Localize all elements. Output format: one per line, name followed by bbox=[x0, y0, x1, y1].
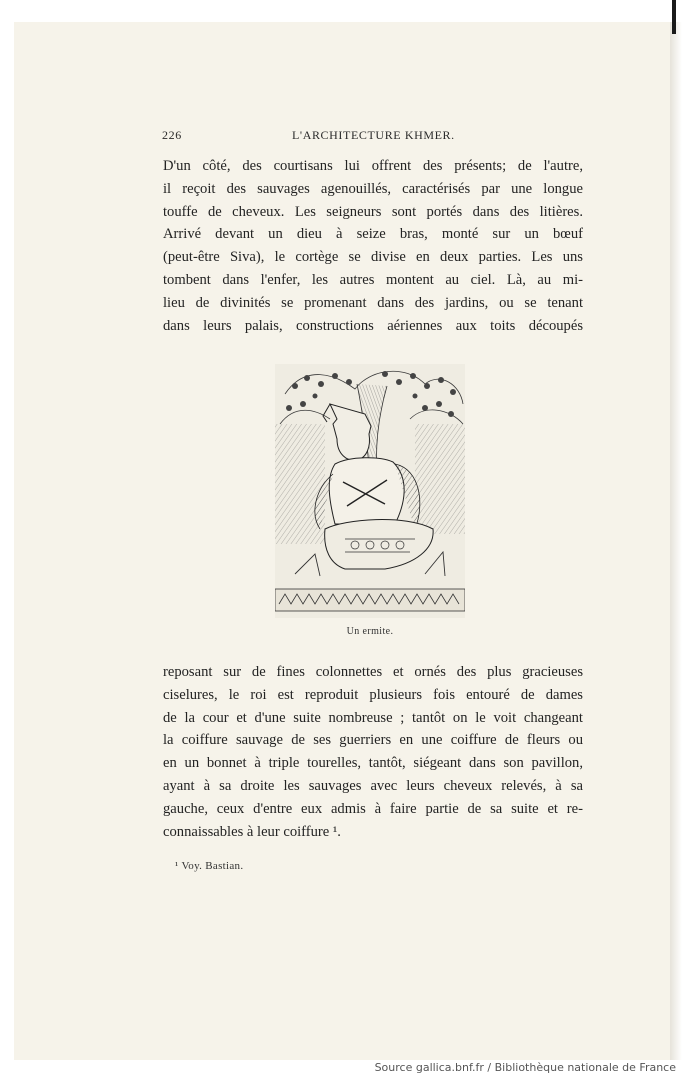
text-line: reposant sur de fines colonnettes et ornés des plus gracieuses bbox=[163, 664, 583, 680]
page-edge bbox=[670, 22, 682, 1060]
text-line: ciselures, le roi est reproduit plusieurs fois entouré de dames bbox=[163, 686, 583, 703]
text-line: ayant à sa droite les sauvages avec leurs cheveux relevés, à sa bbox=[163, 777, 583, 794]
page-header bbox=[162, 128, 574, 146]
text-line: tombent dans l'enfer, les autres montent au ciel. Là, au mi- bbox=[163, 271, 583, 288]
text-line: touffe de cheveux. Les seigneurs sont portés dans des litières. bbox=[163, 203, 583, 220]
text-line: en un bonnet à triple tourelles, tantôt, siégeant dans son pavillon, bbox=[163, 755, 583, 772]
page-number: 226 bbox=[162, 128, 182, 142]
running-title: L'ARCHITECTURE KHMER. bbox=[292, 128, 455, 142]
text-line: la coiffure sauvage de ses guerriers en une coiffure de fleurs ou bbox=[163, 732, 583, 749]
text-line: D'un côté, des courtisans lui offrent des présents; de l'autre, bbox=[163, 158, 583, 174]
figure-caption: Un ermite. bbox=[346, 626, 394, 637]
text-line: connaissables à leur coiffure ¹. bbox=[163, 823, 341, 840]
source-credit: Source gallica.bnf.fr / Bibliothèque nationale de France bbox=[374, 1061, 676, 1074]
scan-edge-mark bbox=[672, 0, 676, 34]
text-line: (peut-être Siva), le cortège se divise en deux parties. Les uns bbox=[163, 249, 583, 266]
text-line: dans leurs palais, constructions aériennes aux toits découpés bbox=[163, 317, 583, 334]
text-line: Arrivé devant un dieu à seize bras, monté sur un bœuf bbox=[163, 226, 583, 243]
text-line: lieu de divinités se promenant dans des jardins, ou se tenant bbox=[163, 294, 583, 311]
hermit-illustration bbox=[275, 364, 465, 618]
footnote: ¹ Voy. Bastian. bbox=[175, 860, 244, 872]
paragraph-2 bbox=[163, 661, 583, 843]
text-line: gauche, ceux d'entre eux admis à faire partie de sa suite et re- bbox=[163, 800, 583, 817]
paragraph-1 bbox=[163, 155, 583, 337]
text-line: il reçoit des sauvages agenouillés, caractérisés par une longue bbox=[163, 180, 583, 197]
hermit-engraving bbox=[275, 364, 465, 618]
text-line: de la cour et d'une suite nombreuse ; tantôt on le voit changeant bbox=[163, 709, 583, 726]
